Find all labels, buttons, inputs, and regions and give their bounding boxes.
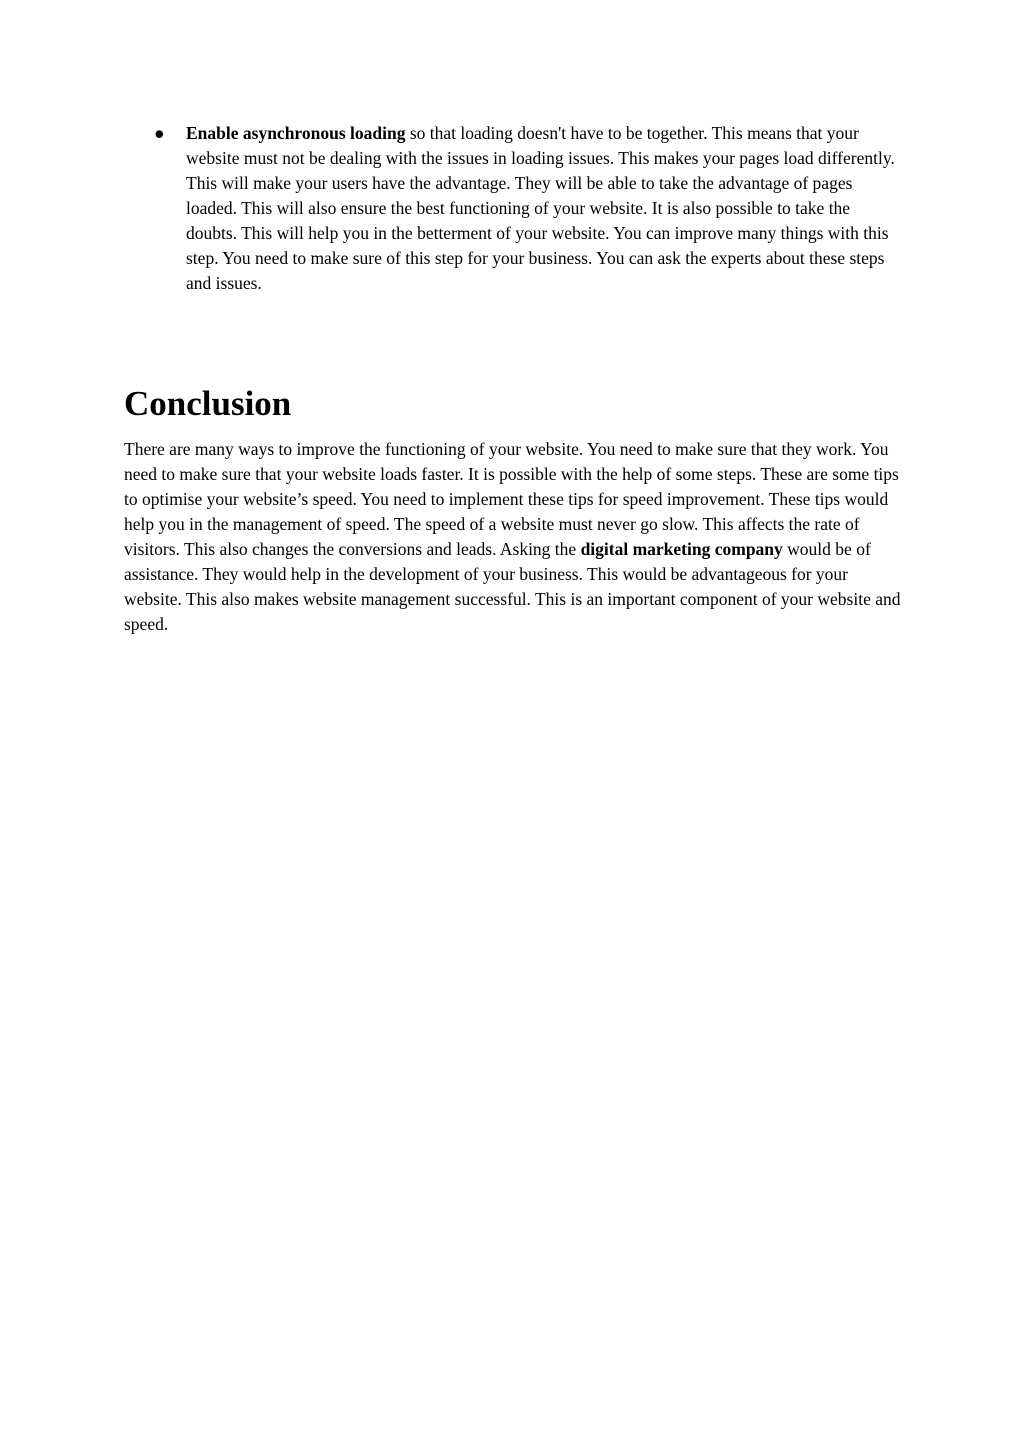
conclusion-paragraph: [124, 437, 904, 637]
conclusion-text-after: would be of assistance. They would help in the development of your business. This would be advantageous for your website. This also makes website management successful. This is an important component of your website and speed.: [124, 539, 901, 634]
bullet-bold-lead: Enable asynchronous loading: [186, 123, 406, 143]
section-heading-conclusion: Conclusion: [124, 384, 292, 423]
bullet-list: [124, 121, 904, 296]
bullet-icon: ●: [154, 123, 165, 143]
list-item: [124, 121, 904, 296]
conclusion-bold-phrase: digital marketing company: [580, 539, 783, 559]
bullet-text: so that loading doesn't have to be together. This means that your website must not be dealing with the issues in loading issues. This makes your pages load differently. This will make your users have the advantage. They will be able to take the advantage of pages loaded. This will also ensure the best functioning of your website. It is also possible to take the doubts. This will help you in the betterment of your website. You can improve many things with this step. You need to make sure of this step for your business. You can ask the experts about these steps and issues.: [186, 123, 895, 293]
conclusion-text-before: There are many ways to improve the functioning of your website. You need to make sure that they work. You need to make sure that your website loads faster. It is possible with the help of some steps. These are some tips to optimise your website’s speed. You need to implement these tips for speed improvement. These tips would help you in the management of speed. The speed of a website must never go slow. This affects the rate of visitors. This also changes the conversions and leads. Asking the: [124, 439, 899, 559]
